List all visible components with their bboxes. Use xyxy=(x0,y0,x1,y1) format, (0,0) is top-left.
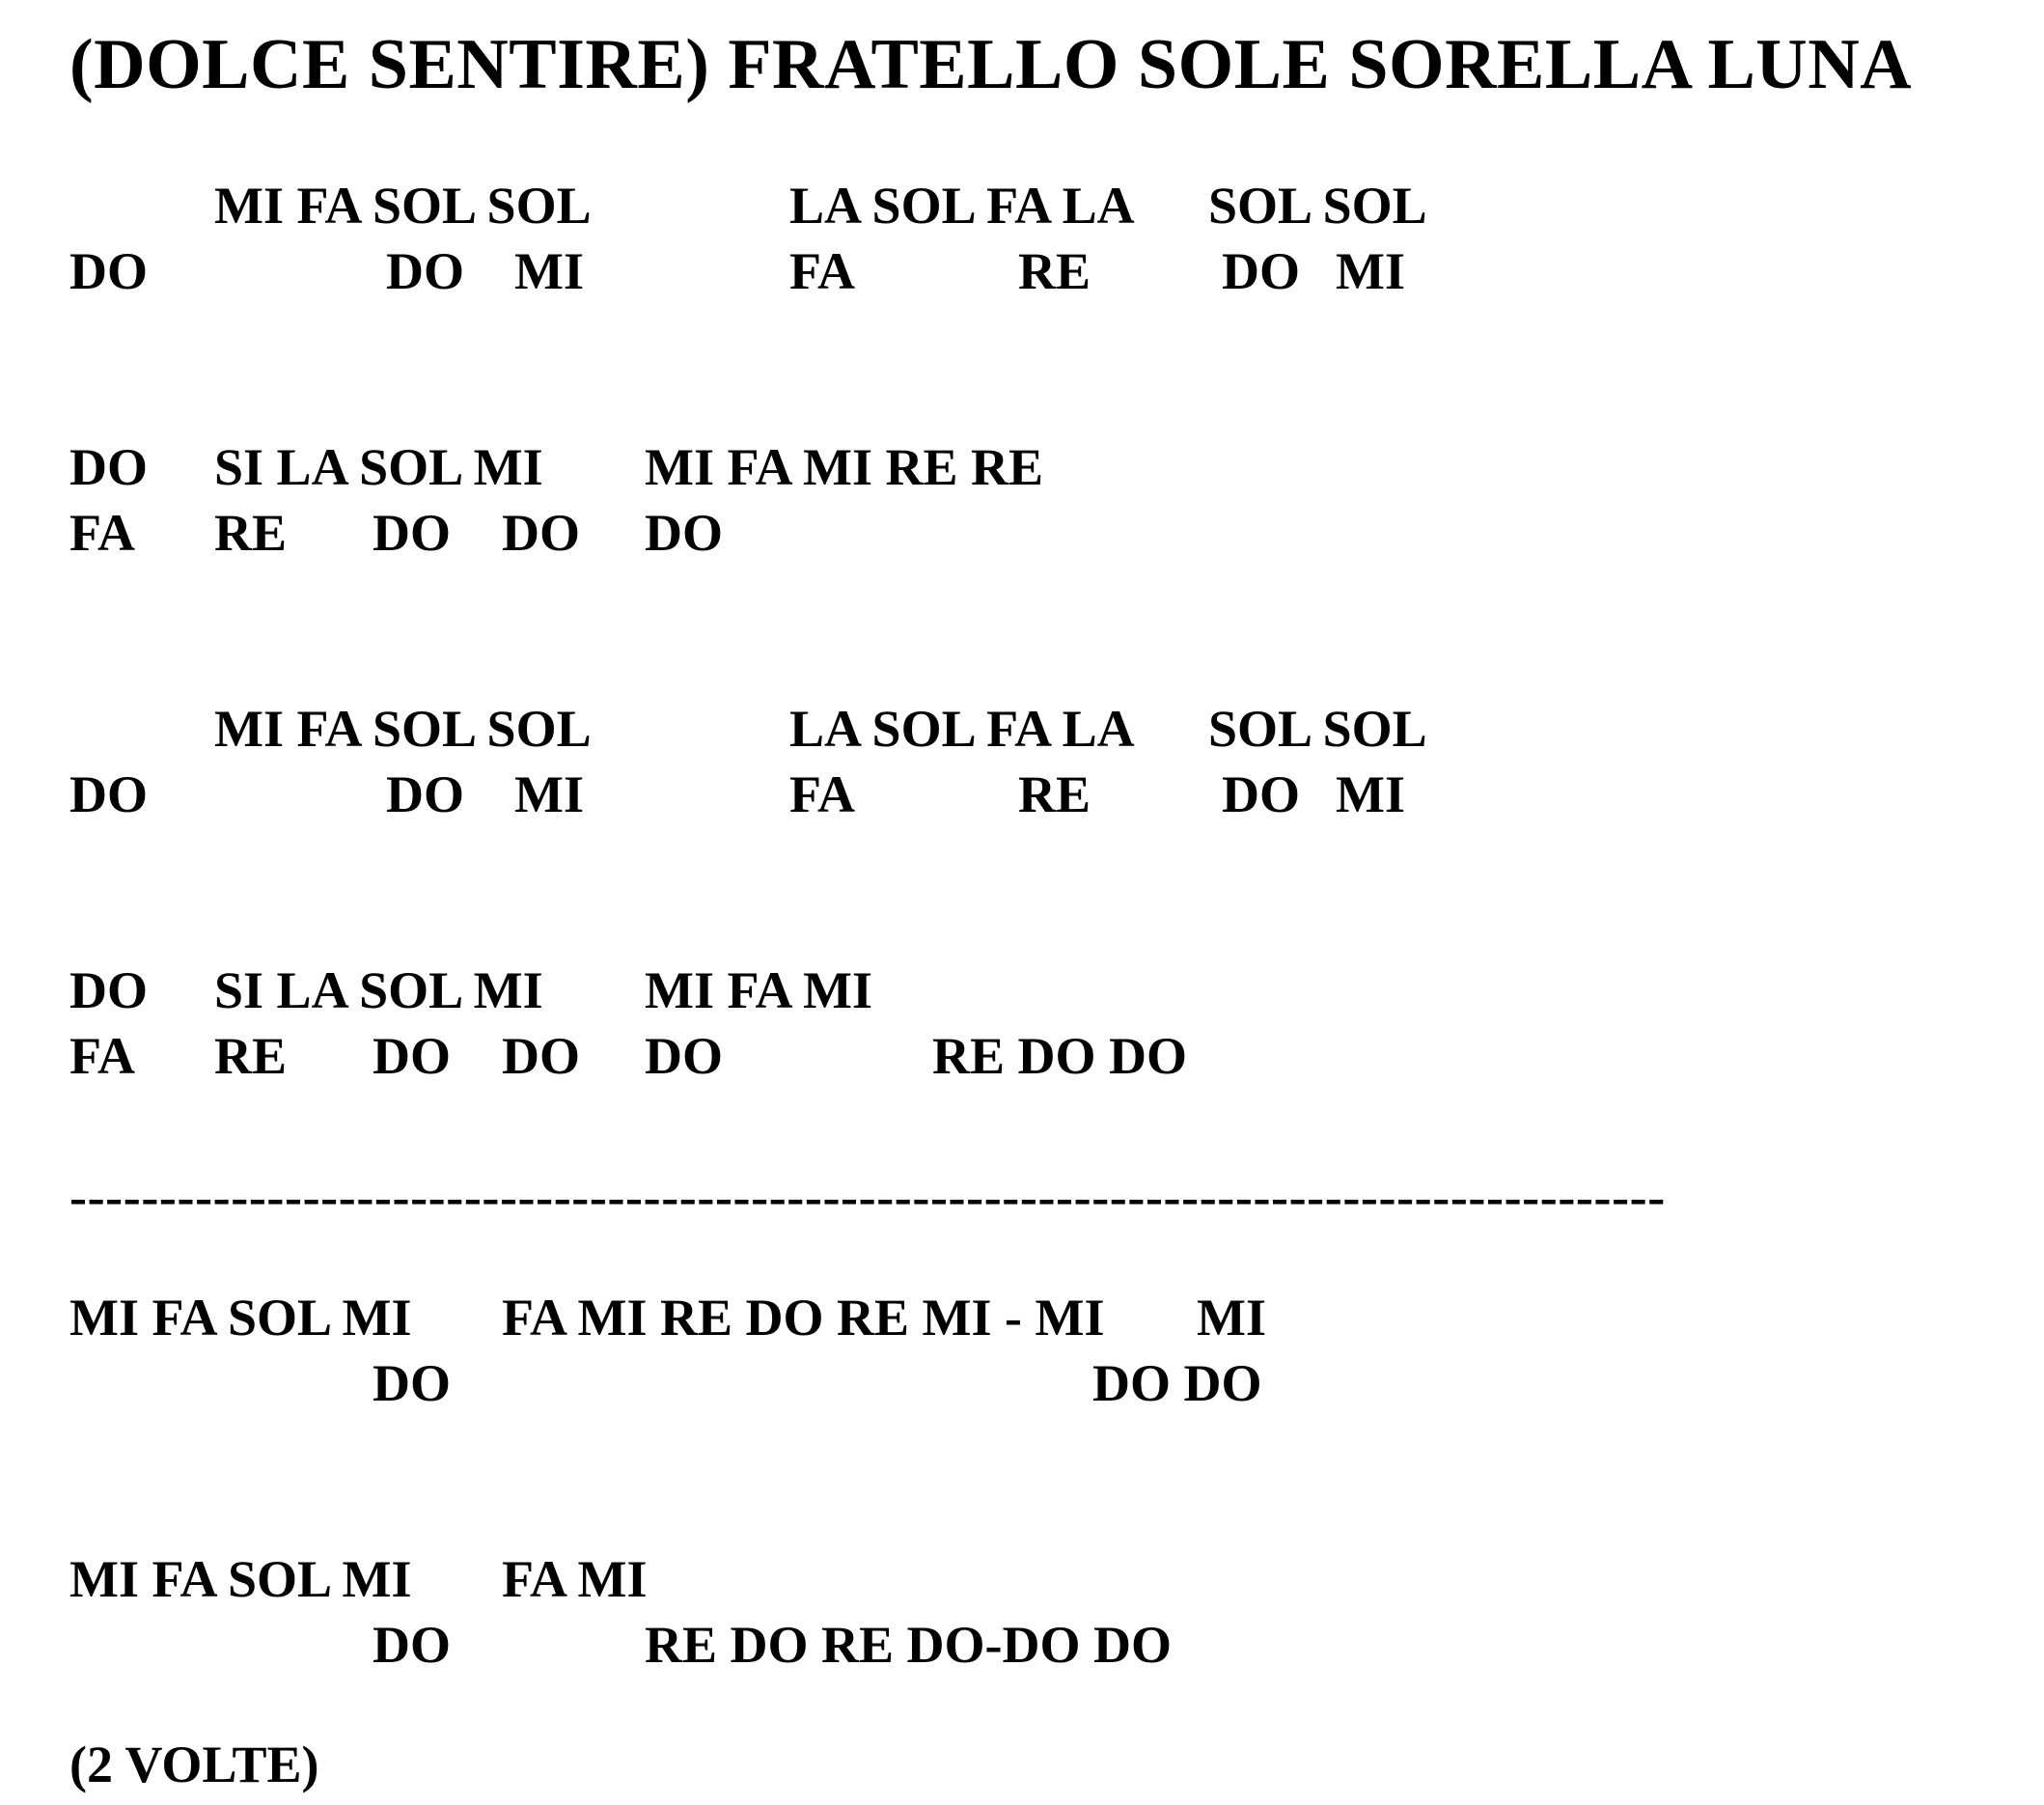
note-group: RE DO RE DO-DO DO xyxy=(645,1616,1173,1674)
note-group: DO xyxy=(373,1354,451,1412)
note-group: MI FA MI RE RE xyxy=(645,438,1043,496)
note-group: DO DO xyxy=(1092,1354,1262,1412)
note-group: FA xyxy=(789,242,855,300)
note-group: MI xyxy=(1197,1289,1266,1347)
note-group: MI xyxy=(1336,765,1405,823)
section-separator: ----------------------------------------------------------------------------------------- xyxy=(69,1168,1666,1226)
note-group: DO xyxy=(502,1027,580,1085)
note-group: LA SOL FA LA xyxy=(789,177,1135,235)
note-group: RE xyxy=(214,504,288,562)
note-group: DO xyxy=(373,1027,451,1085)
note-group: FA xyxy=(69,1027,135,1085)
repeat-note: (2 VOLTE) xyxy=(69,1736,319,1793)
note-group: LA SOL FA LA xyxy=(789,700,1135,758)
note-group: SI LA SOL MI xyxy=(214,438,543,496)
note-group: DO xyxy=(69,438,148,496)
note-group: MI xyxy=(514,765,584,823)
note-group: SI LA SOL MI xyxy=(214,961,543,1019)
note-group: RE xyxy=(214,1027,288,1085)
note-group: DO xyxy=(502,504,580,562)
note-group: DO xyxy=(69,961,148,1019)
note-group: MI FA SOL MI xyxy=(69,1550,412,1608)
refrain-1-lower-line xyxy=(0,1349,2044,1417)
note-group: FA xyxy=(789,765,855,823)
refrain-2-upper-line xyxy=(0,1545,2044,1613)
stanza-2-lower-line xyxy=(0,499,2044,567)
note-group: MI xyxy=(1336,242,1405,300)
note-group: DO xyxy=(1222,242,1300,300)
stanza-2-upper-line xyxy=(0,433,2044,501)
stanza-3-lower-line xyxy=(0,761,2044,828)
note-group: FA MI xyxy=(502,1550,648,1608)
note-group: SOL SOL xyxy=(1208,700,1427,758)
note-group: DO xyxy=(69,765,148,823)
stanza-4-lower-line xyxy=(0,1022,2044,1090)
note-group: RE DO DO xyxy=(932,1027,1188,1085)
note-group: MI FA SOL SOL xyxy=(214,700,592,758)
note-group: MI xyxy=(514,242,584,300)
note-group: RE xyxy=(1018,765,1091,823)
note-group: DO xyxy=(1222,765,1300,823)
stanza-1-upper-line xyxy=(0,172,2044,239)
refrain-1-upper-line xyxy=(0,1284,2044,1351)
note-group: DO xyxy=(69,242,148,300)
note-group: FA MI RE DO RE MI - MI xyxy=(502,1289,1105,1347)
note-group: DO xyxy=(645,1027,723,1085)
song-title: (DOLCE SENTIRE) FRATELLO SOLE SORELLA LUNA xyxy=(69,25,1913,104)
refrain-2-lower-line xyxy=(0,1611,2044,1679)
note-group: RE xyxy=(1018,242,1091,300)
stanza-1-lower-line xyxy=(0,237,2044,305)
note-group: MI FA SOL SOL xyxy=(214,177,592,235)
note-group: DO xyxy=(386,765,464,823)
stanza-3-upper-line xyxy=(0,695,2044,763)
stanza-4-upper-line xyxy=(0,957,2044,1024)
note-group: DO xyxy=(373,504,451,562)
note-group: DO xyxy=(386,242,464,300)
note-group: DO xyxy=(645,504,723,562)
note-group: MI FA MI xyxy=(645,961,872,1019)
note-group: SOL SOL xyxy=(1208,177,1427,235)
note-group: MI FA SOL MI xyxy=(69,1289,412,1347)
note-group: FA xyxy=(69,504,135,562)
note-group: DO xyxy=(373,1616,451,1674)
